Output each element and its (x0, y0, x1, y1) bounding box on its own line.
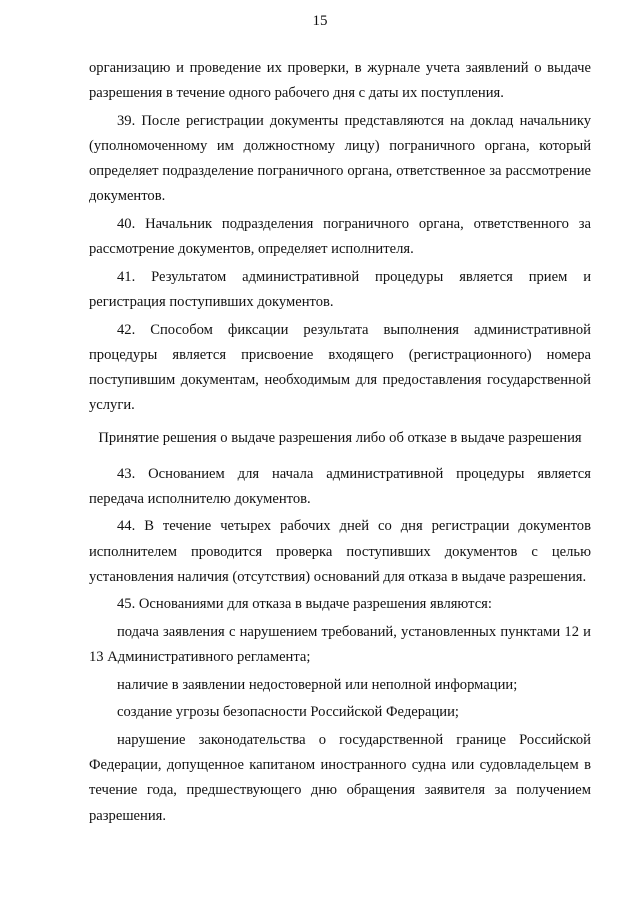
paragraph-41: 41. Результатом административной процедуры является прием и регистрация поступивших документов. (89, 268, 591, 310)
paragraph-40: 40. Начальник подразделения пограничного органа, ответственного за рассмотрение документов, определяет исполнителя. (89, 216, 591, 258)
paragraph-45-item-4: нарушение законодательства о государственной границе Российской Федерации, допущенное капитаном иностранного судна или судовладельцем в течение года, предшествующего дню обращения заявителя за получением разрешения. (89, 731, 591, 824)
paragraph-42: 42. Способом фиксации результата выполнения административной процедуры является присвоение входящего (регистрационного) номера поступившим документам, необходимым для предоставления государственной услуги. (89, 321, 591, 414)
paragraph-continuation: организацию и проведение их проверки, в журнале учета заявлений о выдаче разрешения в течение одного рабочего дня с даты их поступления. (89, 60, 591, 102)
section-heading: Принятие решения о выдаче разрешения либо об отказе в выдаче разрешения (98, 430, 582, 447)
paragraph-45: 45. Основаниями для отказа в выдаче разрешения являются: (117, 596, 492, 613)
paragraph-45-item-1: подача заявления с нарушением требований, установленных пунктами 12 и 13 Административного регламента; (89, 624, 591, 666)
document-body (89, 56, 591, 829)
paragraph-45-item-2: наличие в заявлении недостоверной или неполной информации; (117, 676, 518, 693)
paragraph-44: 44. В течение четырех рабочих дней со дня регистрации документов исполнителем проводится проверка поступивших документов с целью установления наличия (отсутствия) оснований для отказа в выдаче разрешения. (89, 518, 591, 585)
paragraph-39: 39. После регистрации документы представляются на доклад начальнику (уполномоченному им должностному лицу) пограничного органа, который определяет подразделение пограничного органа, ответственное за рассмотрение документов. (89, 112, 591, 205)
paragraph-45-item-3: создание угрозы безопасности Российской Федерации; (117, 704, 459, 721)
page-number: 15 (312, 13, 328, 29)
paragraph-43: 43. Основанием для начала административной процедуры является передача исполнителю документов. (89, 465, 591, 507)
